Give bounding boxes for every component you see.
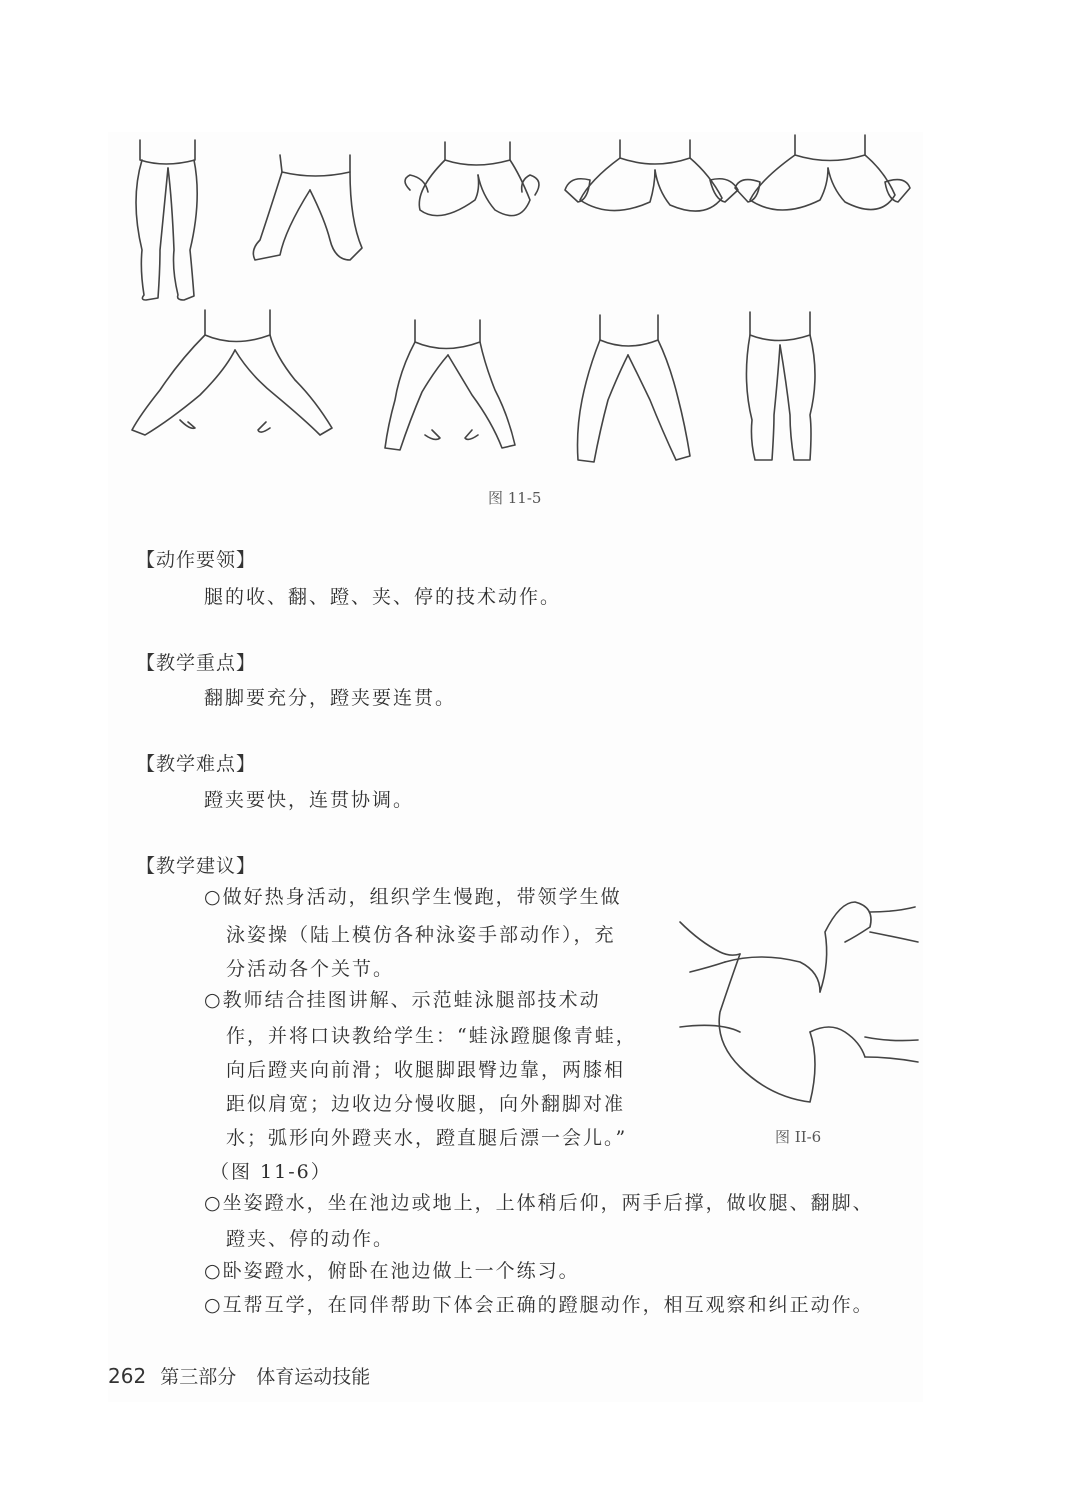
- figure-11-5-illustration: [110, 130, 920, 480]
- page-number: 262: [108, 1364, 147, 1388]
- pose-1-legs-straight: [136, 140, 197, 300]
- suggestion-line: ○坐姿蹬水，坐在池边或地上，上体稍后仰，两手后撑，做收腿、翻脚、: [204, 1192, 874, 1214]
- page-footer: [108, 1362, 370, 1389]
- suggestion-line: 水；弧形向外蹬夹水，蹬直腿后漂一会儿。”: [226, 1127, 628, 1149]
- pose-3-feet-turned: [405, 142, 539, 216]
- pose-8-legs-closing: [578, 315, 691, 462]
- heading-action-essentials: 【动作要领】: [136, 549, 257, 571]
- suggestion-line: ○教师结合挂图讲解、示范蛙泳腿部技术动: [204, 989, 601, 1011]
- text-teaching-focus: 翻脚要充分，蹬夹要连贯。: [204, 687, 457, 709]
- footer-title: 体育运动技能: [256, 1366, 371, 1388]
- suggestion-line: 蹬夹、停的动作。: [226, 1228, 395, 1250]
- suggestion-line: 分活动各个关节。: [226, 958, 395, 980]
- suggestion-line: 向后蹬夹向前滑；收腿脚跟臀边靠，两膝相: [226, 1059, 626, 1081]
- figure-11-5-caption: 图 11-5: [488, 489, 542, 507]
- text-action-essentials: 腿的收、翻、蹬、夹、停的技术动作。: [204, 586, 562, 608]
- suggestion-line: 距似肩宽；边收边分慢收腿，向外翻脚对准: [226, 1093, 626, 1115]
- heading-teaching-suggestions: 【教学建议】: [136, 855, 257, 877]
- pose-2-legs-bent: [253, 155, 362, 260]
- suggestion-line: ○互帮互学，在同伴帮助下体会正确的蹬腿动作，相互观察和纠正动作。: [204, 1294, 874, 1316]
- footer-part: 第三部分: [160, 1366, 237, 1388]
- pose-6-kick-wide: [132, 310, 332, 435]
- pose-4-feet-out: [565, 140, 738, 211]
- suggestion-line: 泳姿操（陆上模仿各种泳姿手部动作），充: [226, 924, 616, 946]
- suggestion-line: ○做好热身活动，组织学生慢跑，带领学生做: [204, 886, 622, 908]
- pose-5-feet-out-wide: [735, 135, 910, 210]
- text-teaching-difficulty: 蹬夹要快，连贯协调。: [204, 789, 415, 811]
- suggestion-figure-ref: （图 11-6）: [210, 1161, 332, 1183]
- heading-teaching-difficulty: 【教学难点】: [136, 753, 257, 775]
- heading-teaching-focus: 【教学重点】: [136, 652, 257, 674]
- pose-9-legs-together: [746, 312, 815, 460]
- suggestion-line: ○卧姿蹬水，俯卧在池边做上一个练习。: [204, 1260, 580, 1282]
- suggestion-line: 作，并将口诀教给学生：“蛙泳蹬腿像青蛙，: [226, 1025, 637, 1047]
- pose-7-kick-closing: [385, 320, 515, 450]
- figure-11-6-caption: 图 II-6: [775, 1128, 822, 1146]
- figure-11-6-illustration: [670, 882, 920, 1122]
